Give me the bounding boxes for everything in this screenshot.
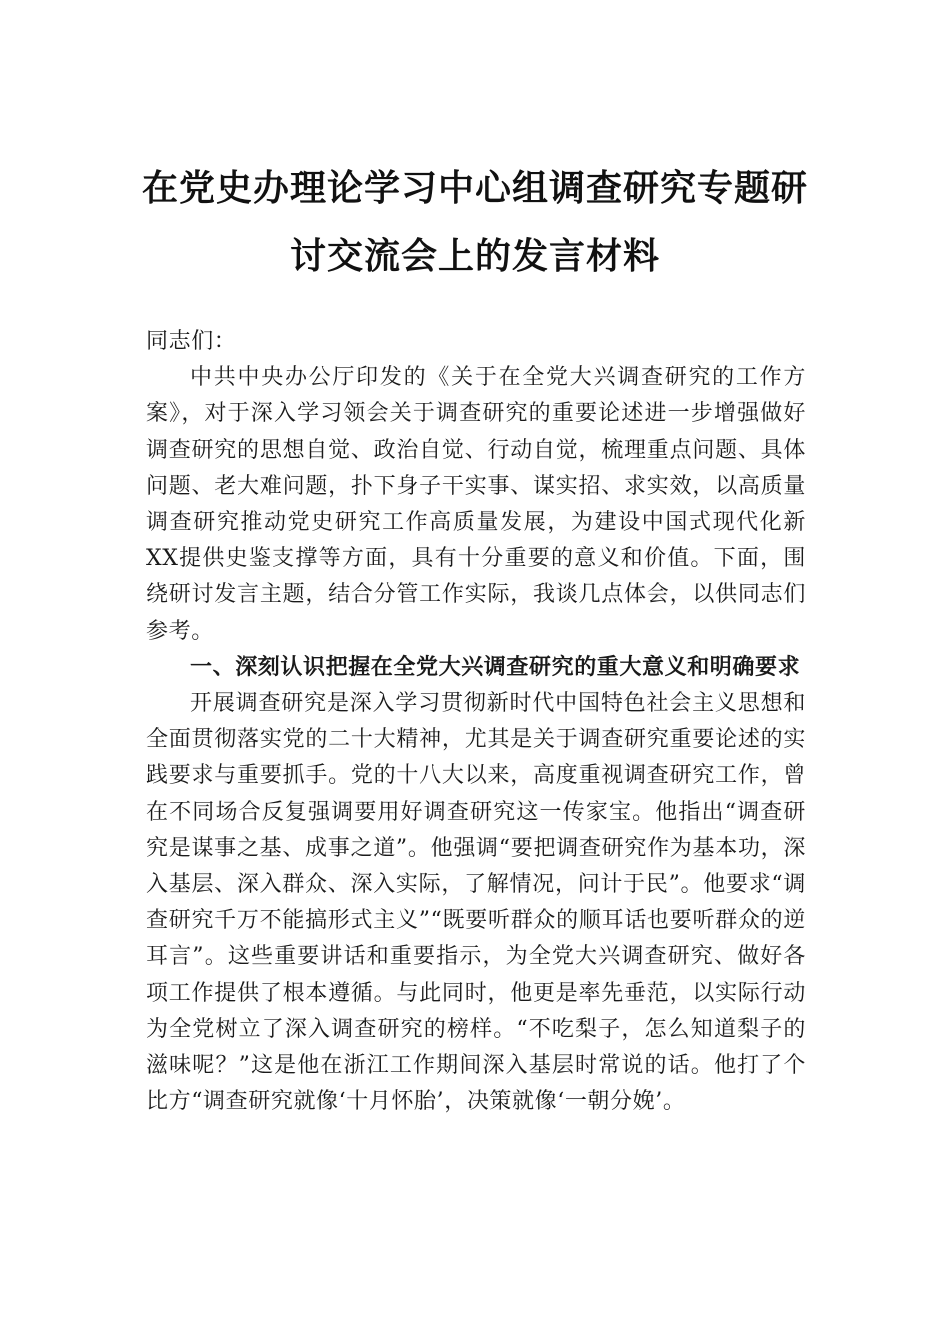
document-body xyxy=(146,324,806,1120)
document-title-line-2: 讨交流会上的发言材料 xyxy=(289,236,660,277)
salutation: 同志们： xyxy=(146,329,237,354)
document-title-line-1: 在党史办理论学习中心组调查研究专题研 xyxy=(141,168,808,209)
paragraph-section-1: 开展调查研究是深入学习贯彻新时代中国特色社会主义思想和全面贯彻落实党的二十大精神，尤其是关于调查研究重要论述的实践要求与重要抓手。党的十八大以来，高度重视调查研究工作，曾在不同场合反复强调要用好调查研究这一传家宝。他指出“调查研究是谋事之基、成事之道”。他强调“要把调查研究作为基本功，深入基层、深入群众、深入实际，了解情况，问计于民”。他要求“调查研究千万不能搞形式主义”“既要听群众的顺耳话也要听群众的逆耳言”。这些重要讲话和重要指示，为全党大兴调查研究、做好各项工作提供了根本遵循。与此同时，他更是率先垂范，以实际行动为全党树立了深入调查研究的榜样。“不吃梨子，怎么知道梨子的滋味呢？”这是他在浙江工作期间深入基层时常说的话。他打了个比方“调查研究就像‘十月怀胎’，决策就像‘一朝分娩’。 xyxy=(146,691,806,1115)
paragraph-intro: 中共中央办公厅印发的《关于在全党大兴调查研究的工作方案》，对于深入学习领会关于调查研究的重要论述进一步增强做好调查研究的思想自觉、政治自觉、行动自觉，梳理重点问题、具体问题、老大难问题，扑下身子干实事、谋实招、求实效，以高质量调查研究推动党史研究工作高质量发展，为建设中国式现代化新XX提供史鉴支撑等方面，具有十分重要的意义和价值。下面，围绕研讨发言主题，结合分管工作实际，我谈几点体会，以供同志们参考。 xyxy=(146,365,806,644)
section-heading-1: 一、深刻认识把握在全党大兴调查研究的重大意义和明确要求 xyxy=(190,654,801,680)
